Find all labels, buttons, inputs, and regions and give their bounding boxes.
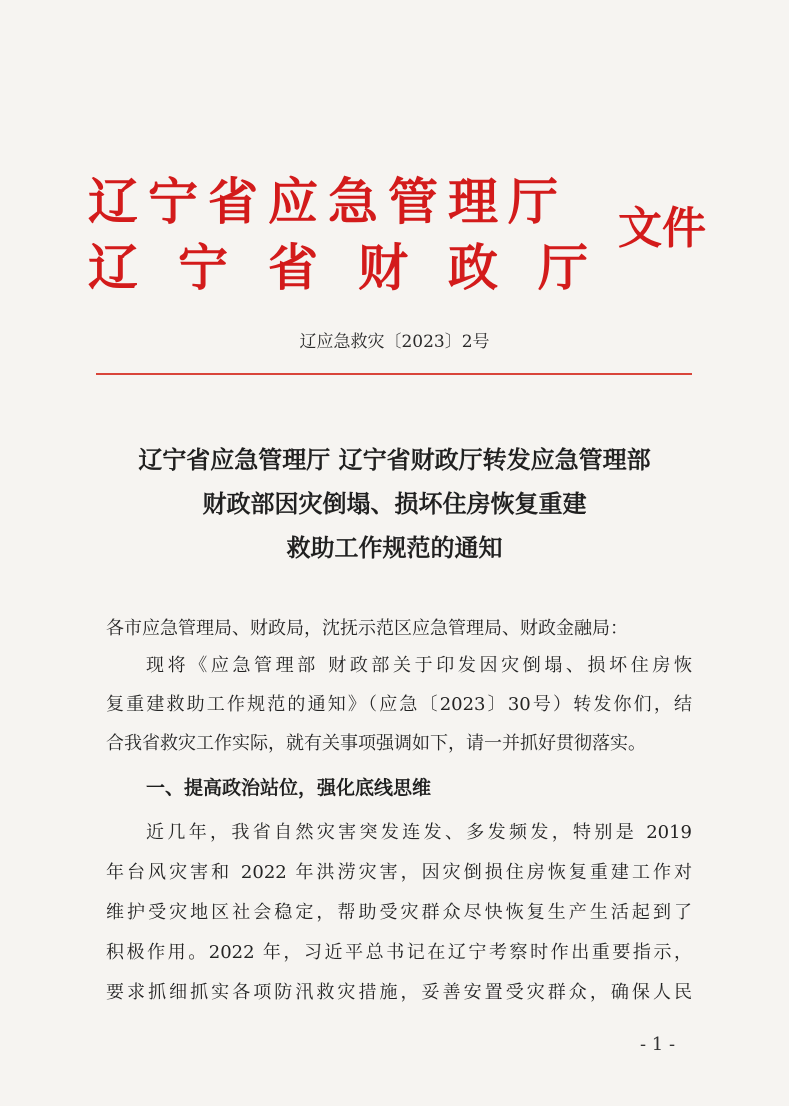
paragraph-line: 年台风灾害和 2022 年洪涝灾害，因灾倒损住房恢复重建工作对	[106, 862, 692, 883]
paragraph-line: 近几年，我省自然灾害突发连发、多发频发，特别是 2019	[146, 822, 692, 843]
title-line-2: 财政部因灾倒塌、损坏住房恢复重建	[202, 489, 587, 518]
paragraph-line: 要求抓细抓实各项防汛救灾措施，妥善安置受灾群众，确保人民	[106, 982, 692, 1003]
title-line-1: 辽宁省应急管理厅 辽宁省财政厅转发应急管理部	[138, 445, 651, 474]
paragraph-line: 积极作用。2022 年，习近平总书记在辽宁考察时作出重要指示，	[106, 942, 692, 963]
red-divider	[96, 373, 692, 375]
addressee: 各市应急管理局、财政局，沈抚示范区应急管理局、财政金融局：	[106, 618, 628, 639]
page-number: - 1 -	[640, 1034, 676, 1055]
document-number: 辽应急救灾〔2023〕2号	[299, 332, 490, 352]
issuer-line-1: 辽宁省应急管理厅	[88, 172, 568, 231]
paragraph-line: 合我省救灾工作实际，就有关事项强调如下，请一并抓好贯彻落实。	[106, 733, 646, 754]
document-label: 文件	[618, 203, 706, 254]
paragraph-line: 维护受灾地区社会稳定，帮助受灾群众尽快恢复生产生活起到了	[106, 902, 692, 923]
issuer-line-2: 辽宁省财政厅	[88, 238, 628, 297]
paragraph-line: 现将《应急管理部 财政部关于印发因灾倒塌、损坏住房恢	[146, 655, 692, 676]
paragraph-line: 复重建救助工作规范的通知》（应急〔2023〕30号）转发你们，结	[106, 694, 692, 715]
title-line-3: 救助工作规范的通知	[286, 533, 503, 562]
section-heading: 一、提高政治站位，强化底线思维	[146, 777, 432, 799]
